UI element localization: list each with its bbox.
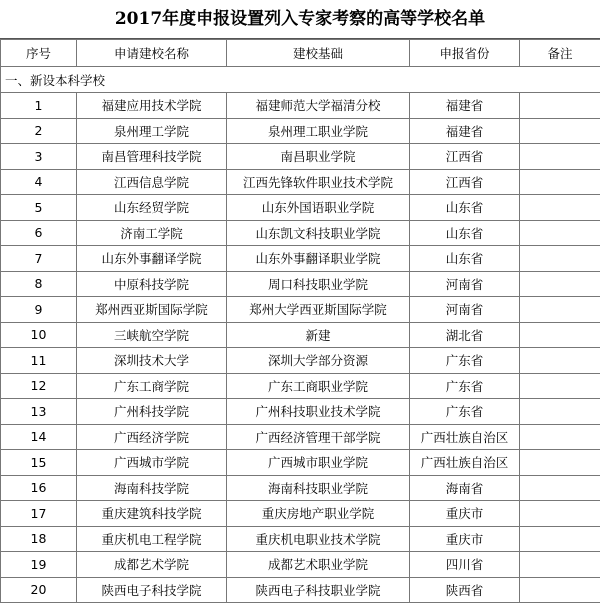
cell-index: 16 xyxy=(1,475,77,501)
cell-province: 湖北省 xyxy=(410,322,520,348)
cell-index: 19 xyxy=(1,552,77,578)
cell-foundation: 山东外国语职业学院 xyxy=(227,195,410,221)
cell-remarks xyxy=(520,348,600,374)
cell-foundation: 郑州大学西亚斯国际学院 xyxy=(227,297,410,323)
cell-index: 2 xyxy=(1,118,77,144)
cell-foundation: 江西先锋软件职业技术学院 xyxy=(227,169,410,195)
cell-index: 7 xyxy=(1,246,77,272)
table-row xyxy=(1,577,600,603)
cell-school-name: 广西经济学院 xyxy=(77,424,227,450)
cell-index: 20 xyxy=(1,577,77,603)
cell-foundation: 福建师范大学福清分校 xyxy=(227,93,410,119)
table-row xyxy=(1,195,600,221)
cell-remarks xyxy=(520,577,600,603)
cell-province: 广东省 xyxy=(410,399,520,425)
table-row xyxy=(1,501,600,527)
cell-index: 17 xyxy=(1,501,77,527)
cell-index: 1 xyxy=(1,93,77,119)
cell-index: 5 xyxy=(1,195,77,221)
cell-province: 山东省 xyxy=(410,195,520,221)
cell-province: 广西壮族自治区 xyxy=(410,450,520,476)
table-row xyxy=(1,271,600,297)
cell-index: 18 xyxy=(1,526,77,552)
cell-remarks xyxy=(520,552,600,578)
cell-remarks xyxy=(520,144,600,170)
cell-index: 4 xyxy=(1,169,77,195)
cell-remarks xyxy=(520,271,600,297)
cell-remarks xyxy=(520,322,600,348)
table-row xyxy=(1,93,600,119)
cell-index: 8 xyxy=(1,271,77,297)
cell-remarks xyxy=(520,297,600,323)
header-index: 序号 xyxy=(1,40,77,67)
cell-index: 6 xyxy=(1,220,77,246)
cell-province: 重庆市 xyxy=(410,526,520,552)
cell-remarks xyxy=(520,475,600,501)
cell-foundation: 新建 xyxy=(227,322,410,348)
cell-foundation: 泉州理工职业学院 xyxy=(227,118,410,144)
cell-foundation: 广州科技职业技术学院 xyxy=(227,399,410,425)
cell-foundation: 成都艺术职业学院 xyxy=(227,552,410,578)
cell-school-name: 重庆机电工程学院 xyxy=(77,526,227,552)
cell-province: 陕西省 xyxy=(410,577,520,603)
cell-foundation: 重庆房地产职业学院 xyxy=(227,501,410,527)
cell-foundation: 深圳大学部分资源 xyxy=(227,348,410,374)
section-label: 一、新设本科学校 xyxy=(1,67,600,93)
table-row xyxy=(1,552,600,578)
cell-index: 9 xyxy=(1,297,77,323)
cell-foundation: 南昌职业学院 xyxy=(227,144,410,170)
cell-province: 福建省 xyxy=(410,118,520,144)
table-row xyxy=(1,348,600,374)
cell-school-name: 广州科技学院 xyxy=(77,399,227,425)
header-foundation: 建校基础 xyxy=(227,40,410,67)
cell-index: 12 xyxy=(1,373,77,399)
cell-school-name: 南昌管理科技学院 xyxy=(77,144,227,170)
table-row xyxy=(1,475,600,501)
cell-province: 福建省 xyxy=(410,93,520,119)
cell-remarks xyxy=(520,118,600,144)
cell-province: 海南省 xyxy=(410,475,520,501)
cell-school-name: 中原科技学院 xyxy=(77,271,227,297)
table-row xyxy=(1,322,600,348)
table-row xyxy=(1,424,600,450)
cell-index: 11 xyxy=(1,348,77,374)
cell-foundation: 山东凯文科技职业学院 xyxy=(227,220,410,246)
cell-index: 14 xyxy=(1,424,77,450)
cell-province: 河南省 xyxy=(410,271,520,297)
cell-remarks xyxy=(520,169,600,195)
cell-foundation: 周口科技职业学院 xyxy=(227,271,410,297)
cell-index: 13 xyxy=(1,399,77,425)
cell-foundation: 重庆机电职业技术学院 xyxy=(227,526,410,552)
cell-province: 广西壮族自治区 xyxy=(410,424,520,450)
cell-school-name: 三峡航空学院 xyxy=(77,322,227,348)
table-row xyxy=(1,399,600,425)
table-row xyxy=(1,450,600,476)
cell-province: 广东省 xyxy=(410,348,520,374)
table-row xyxy=(1,169,600,195)
cell-remarks xyxy=(520,450,600,476)
cell-province: 广东省 xyxy=(410,373,520,399)
cell-school-name: 广东工商学院 xyxy=(77,373,227,399)
section-row xyxy=(1,67,600,93)
cell-school-name: 福建应用技术学院 xyxy=(77,93,227,119)
cell-remarks xyxy=(520,373,600,399)
cell-foundation: 广西经济管理干部学院 xyxy=(227,424,410,450)
cell-index: 15 xyxy=(1,450,77,476)
cell-school-name: 山东外事翻译学院 xyxy=(77,246,227,272)
cell-school-name: 江西信息学院 xyxy=(77,169,227,195)
header-province: 申报省份 xyxy=(410,40,520,67)
cell-school-name: 深圳技术大学 xyxy=(77,348,227,374)
table-row xyxy=(1,297,600,323)
cell-province: 四川省 xyxy=(410,552,520,578)
cell-remarks xyxy=(520,501,600,527)
cell-foundation: 广东工商职业学院 xyxy=(227,373,410,399)
cell-province: 重庆市 xyxy=(410,501,520,527)
cell-remarks xyxy=(520,424,600,450)
header-remarks: 备注 xyxy=(520,40,600,67)
cell-province: 山东省 xyxy=(410,246,520,272)
cell-province: 江西省 xyxy=(410,169,520,195)
cell-foundation: 海南科技职业学院 xyxy=(227,475,410,501)
cell-index: 3 xyxy=(1,144,77,170)
cell-school-name: 海南科技学院 xyxy=(77,475,227,501)
cell-foundation: 广西城市职业学院 xyxy=(227,450,410,476)
cell-school-name: 郑州西亚斯国际学院 xyxy=(77,297,227,323)
cell-school-name: 陕西电子科技学院 xyxy=(77,577,227,603)
cell-remarks xyxy=(520,246,600,272)
cell-school-name: 泉州理工学院 xyxy=(77,118,227,144)
cell-school-name: 成都艺术学院 xyxy=(77,552,227,578)
cell-remarks xyxy=(520,195,600,221)
cell-remarks xyxy=(520,399,600,425)
document-title: 2017年度申报设置列入专家考察的高等学校名单 xyxy=(0,0,600,39)
cell-remarks xyxy=(520,526,600,552)
table-row xyxy=(1,220,600,246)
header-row xyxy=(1,40,600,67)
header-school-name: 申请建校名称 xyxy=(77,40,227,67)
cell-province: 河南省 xyxy=(410,297,520,323)
school-list-table xyxy=(0,39,600,603)
cell-province: 山东省 xyxy=(410,220,520,246)
cell-school-name: 广西城市学院 xyxy=(77,450,227,476)
table-row xyxy=(1,246,600,272)
table-row xyxy=(1,118,600,144)
cell-remarks xyxy=(520,93,600,119)
table-row xyxy=(1,526,600,552)
cell-foundation: 山东外事翻译职业学院 xyxy=(227,246,410,272)
cell-remarks xyxy=(520,220,600,246)
cell-province: 江西省 xyxy=(410,144,520,170)
cell-foundation: 陕西电子科技职业学院 xyxy=(227,577,410,603)
table-row xyxy=(1,144,600,170)
cell-school-name: 山东经贸学院 xyxy=(77,195,227,221)
cell-school-name: 济南工学院 xyxy=(77,220,227,246)
cell-school-name: 重庆建筑科技学院 xyxy=(77,501,227,527)
table-row xyxy=(1,373,600,399)
cell-index: 10 xyxy=(1,322,77,348)
